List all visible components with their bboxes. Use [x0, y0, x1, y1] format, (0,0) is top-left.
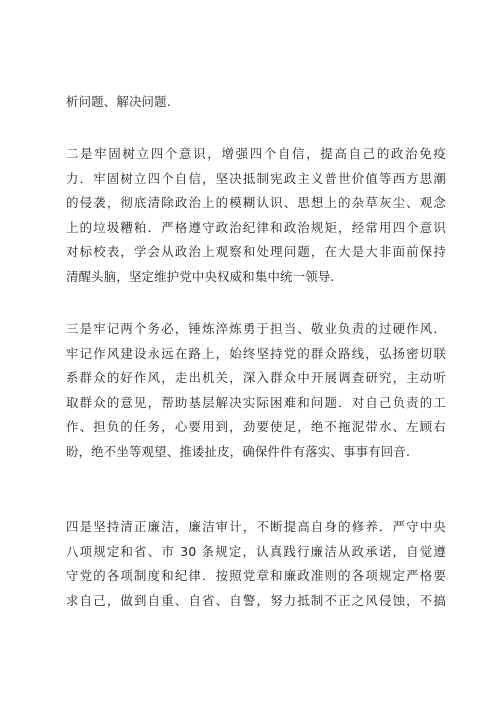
text-line: 牢记作风建设永远在路上，始终坚持党的群众路线，弘扬密切联	[66, 345, 446, 361]
paragraph-continuation	[66, 90, 446, 115]
text-line: 作、担负的任务，心要用到，劲要使足，绝不拖泥带水、左顾右	[66, 419, 446, 434]
text-line: 求自己，做到自重、自省、自警，努力抵制不正之风侵蚀，不搞	[66, 592, 446, 608]
text-line: 四是坚持清正廉洁，廉洁审计，不断提高自身的修养．严守中央	[66, 519, 446, 534]
text-line: 的侵袭，彻底清除政治上的模糊认识、思想上的杂草灰尘、观念	[66, 195, 446, 210]
text-line: 三是牢记两个务必，锤炼淬炼勇于担当、敬业负责的过硬作风．	[66, 321, 446, 336]
text-line: 守党的各项制度和纪律．按照党章和廉政准则的各项规定严格要	[66, 568, 446, 583]
text-line: 清醒头脑，坚定维护党中央权威和集中统一领导.	[66, 268, 335, 284]
text-line: 析问题、解决问题.	[66, 94, 171, 109]
text-line: 对标校表，学会从政治上观察和处理问题，在大是大非面前保持	[66, 244, 446, 259]
text-line: 系群众的好作风，走出机关，深入群众中开展调查研究，主动听	[66, 370, 446, 385]
text-line: 上的垃圾糟粕．严格遵守政治纪律和政治规矩，经常用四个意识	[66, 219, 446, 235]
text-line: 八项规定和省、市 30 条规定，认真践行廉洁从政承诺，自觉遵	[66, 543, 446, 559]
paragraph-integrity	[66, 515, 446, 613]
text-line: 取群众的意见，帮助基层解决实际困难和问题．对自己负责的工	[66, 394, 446, 410]
text-line: 力．牢固树立四个自信，坚决抵制宪政主义普世价值等西方思潮	[66, 170, 446, 186]
text-line: 盼，绝不坐等观望、推诿扯皮，确保件件有落实、事事有回音.	[66, 443, 411, 459]
text-line: 二是牢固树立四个意识，增强四个自信，提高自己的政治免疫	[66, 146, 446, 161]
paragraph-work-style	[66, 317, 446, 464]
paragraph-political-awareness	[66, 142, 446, 289]
